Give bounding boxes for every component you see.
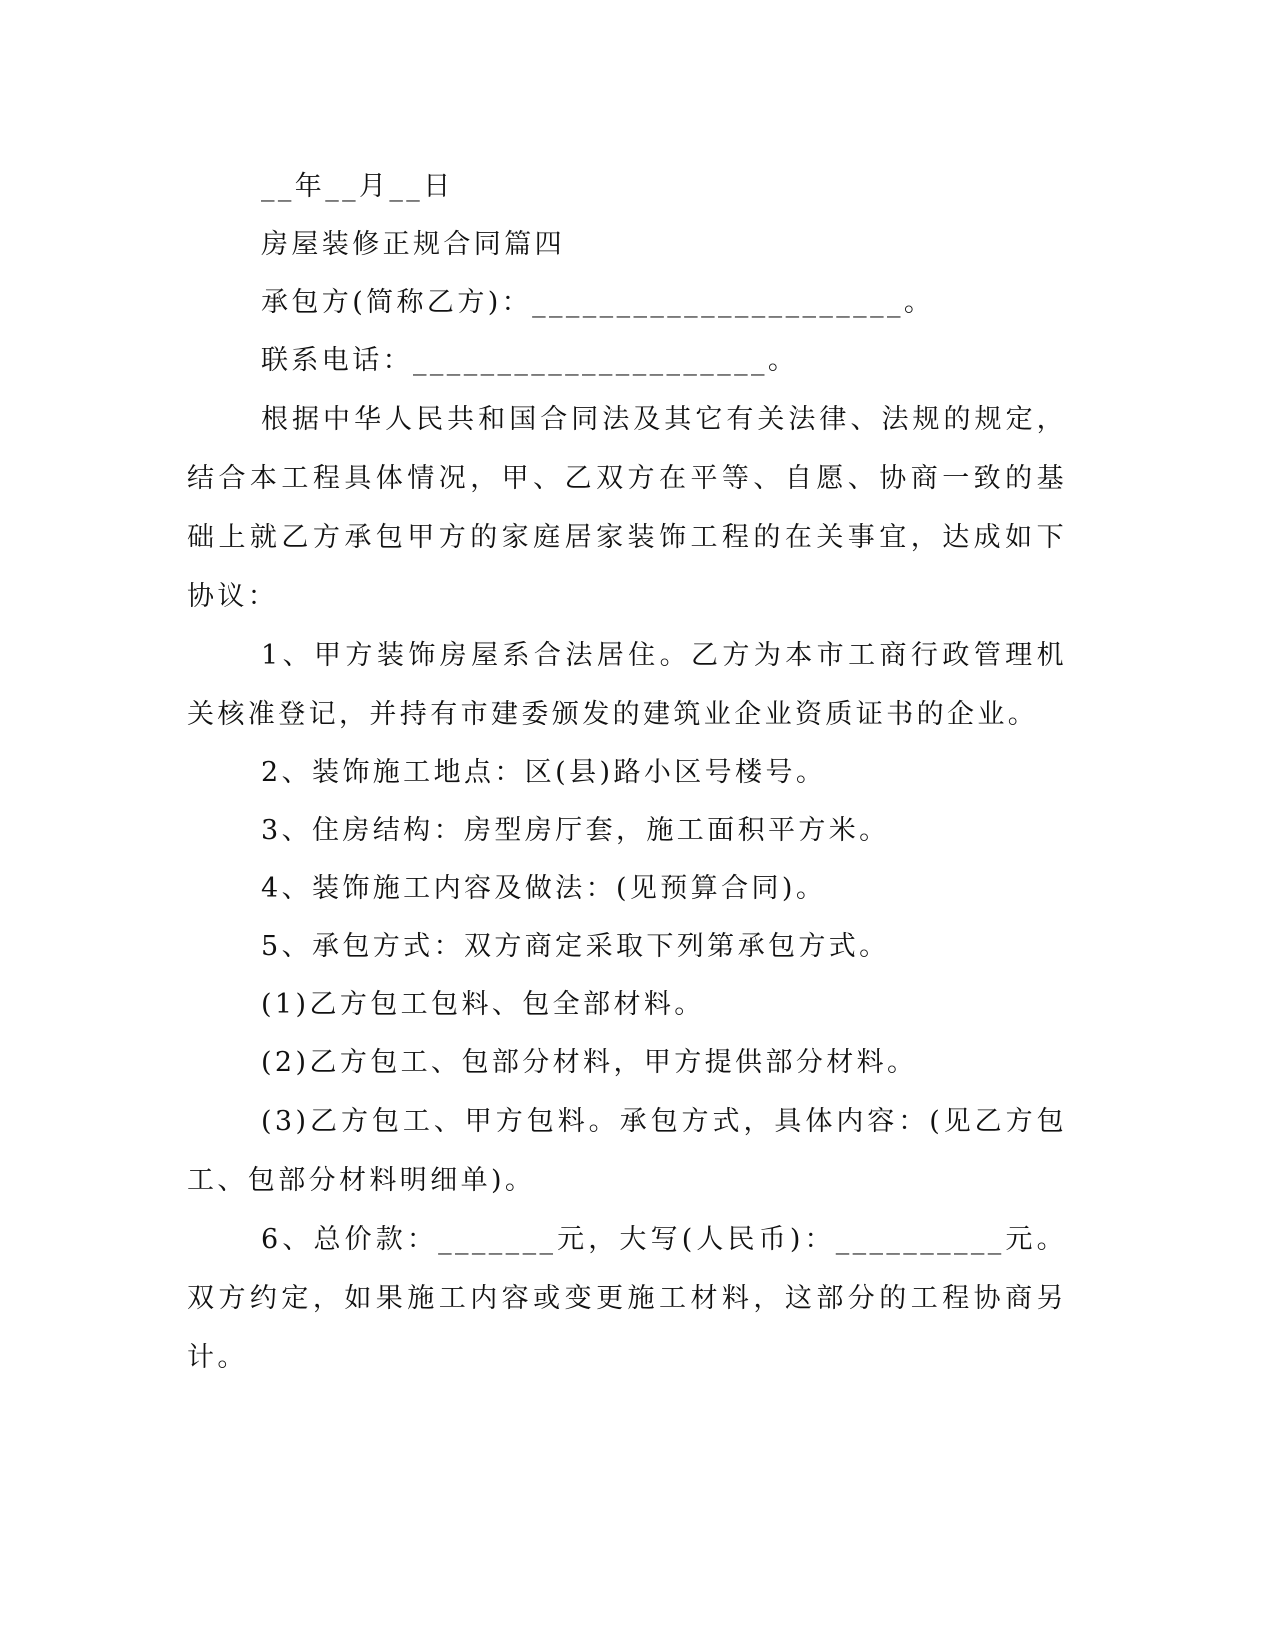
phone-line: 联系电话：_____________________。 — [261, 345, 799, 376]
clause-5-option-3: (3)乙方包工、甲方包料。承包方式，具体内容：(见乙方包工、包部分材料明细单)。 — [187, 1106, 1067, 1196]
clause-4: 4、装饰施工内容及做法：(见预算合同)。 — [261, 873, 827, 904]
clause-2: 2、装饰施工地点：区(县)路小区号楼号。 — [261, 757, 827, 788]
clause-6: 6、总价款：_______元，大写(人民币)：__________元。双方约定，如果施工内容或变更施工材料，这部分的工程协商另计。 — [187, 1224, 1067, 1373]
clause-1: 1、甲方装饰房屋系合法居住。乙方为本市工商行政管理机关核准登记，并持有市建委颁发的建筑业企业资质证书的企业。 — [187, 640, 1067, 730]
clause-5-option-1: (1)乙方包工包料、包全部材料。 — [261, 989, 705, 1020]
date-line: __年__月__日 — [261, 171, 454, 202]
clause-3: 3、住房结构：房型房厅套，施工面积平方米。 — [261, 815, 890, 846]
section-title: 房屋装修正规合同篇四 — [261, 229, 565, 260]
clause-5: 5、承包方式：双方商定采取下列第承包方式。 — [261, 931, 890, 962]
document-body — [187, 158, 1067, 1387]
clause-5-option-2: (2)乙方包工、包部分材料，甲方提供部分材料。 — [261, 1047, 918, 1078]
intro-paragraph: 根据中华人民共和国合同法及其它有关法律、法规的规定，结合本工程具体情况，甲、乙双方在平等、自愿、协商一致的基础上就乙方承包甲方的家庭居家装饰工程的在关事宜，达成如下协议： — [187, 404, 1067, 612]
contractor-line: 承包方(简称乙方)：______________________。 — [261, 287, 935, 318]
